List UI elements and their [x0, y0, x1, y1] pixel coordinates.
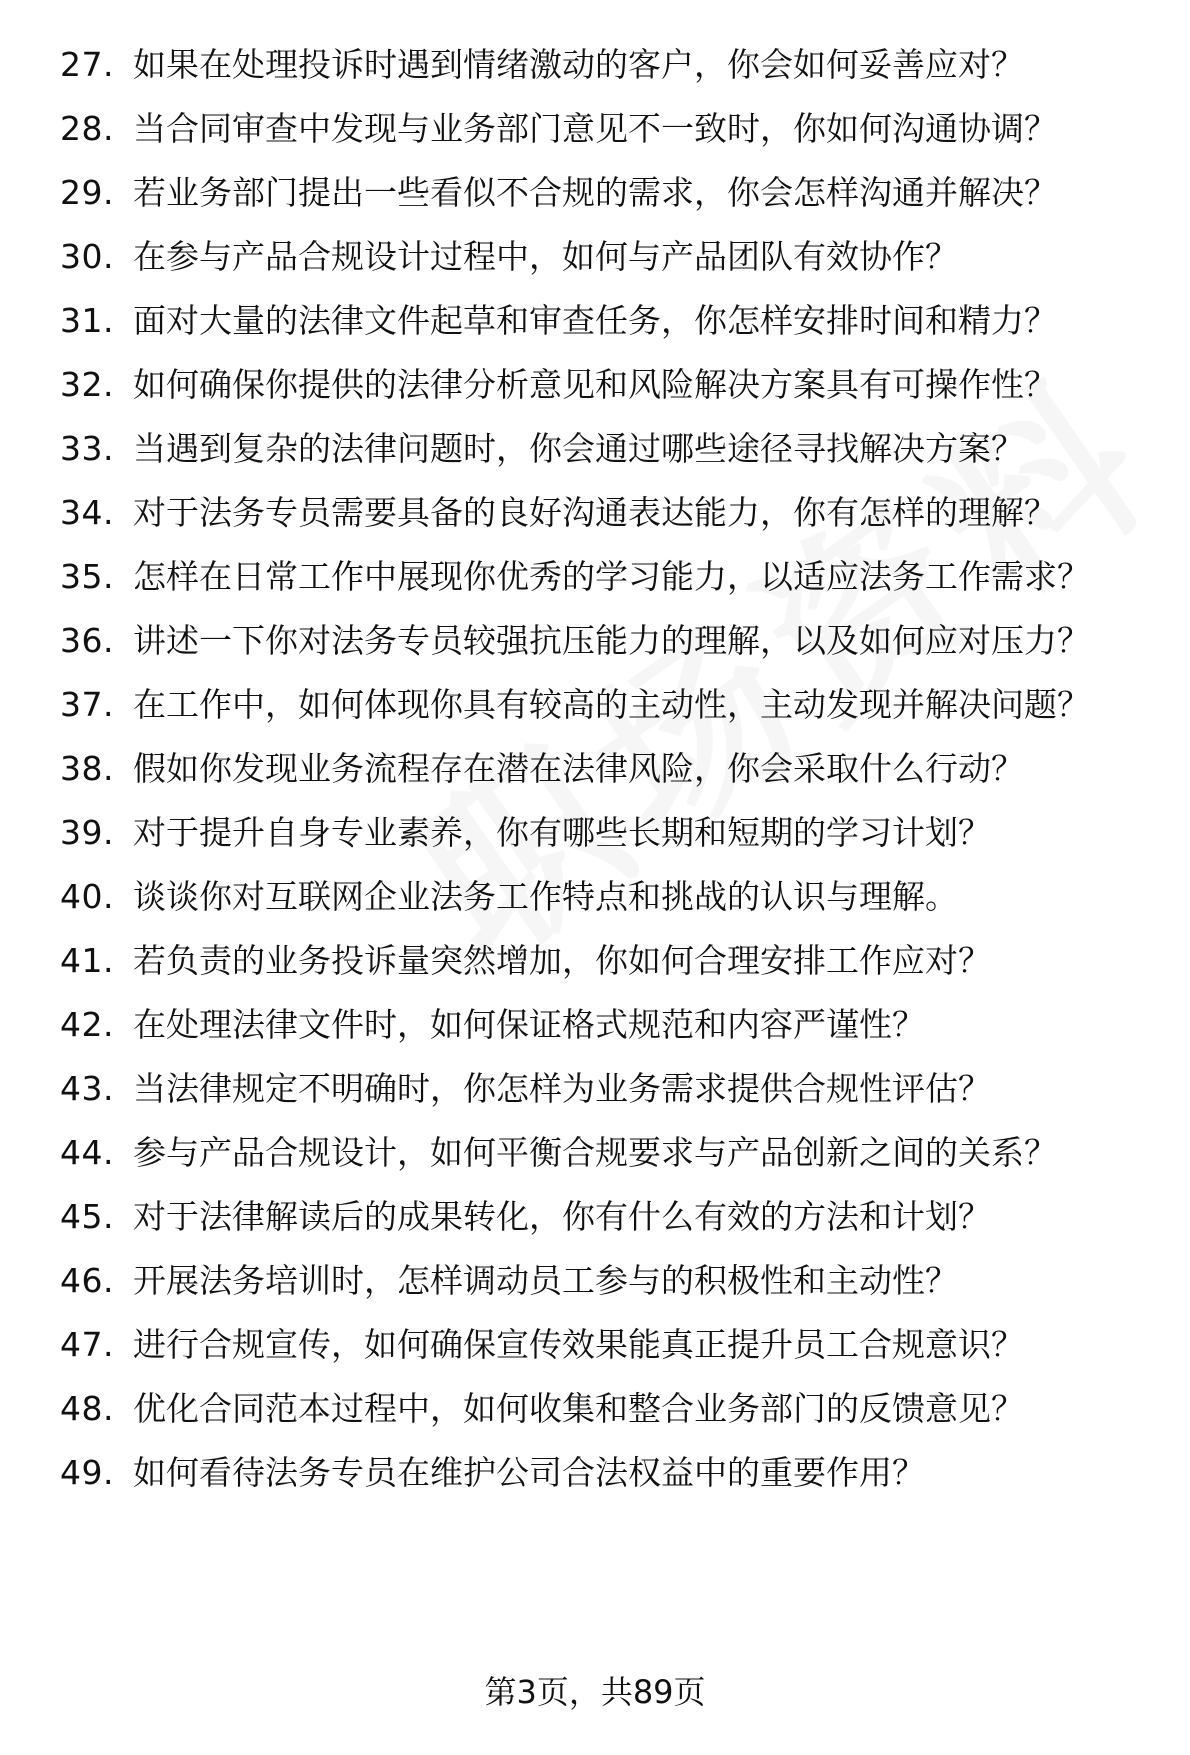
question-number: 28. — [60, 109, 114, 148]
question-number: 32. — [60, 365, 114, 404]
question-number: 49. — [60, 1453, 114, 1492]
list-item — [0, 1324, 1190, 1366]
question-text: 谈谈你对互联网企业法务工作特点和挑战的认识与理解。 — [133, 877, 958, 916]
list-item — [0, 1452, 1190, 1494]
question-text: 在参与产品合规设计过程中，如何与产品团队有效协作？ — [133, 237, 958, 276]
question-text: 对于提升自身专业素养，你有哪些长期和短期的学习计划？ — [133, 813, 991, 852]
list-item — [0, 1260, 1190, 1302]
question-number: 29. — [60, 173, 114, 212]
question-number: 45. — [60, 1197, 114, 1236]
question-text: 在工作中，如何体现你具有较高的主动性，主动发现并解决问题？ — [133, 685, 1090, 724]
question-text: 优化合同范本过程中，如何收集和整合业务部门的反馈意见？ — [133, 1389, 1024, 1428]
question-text: 当法律规定不明确时，你怎样为业务需求提供合规性评估？ — [133, 1069, 991, 1108]
question-list — [0, 44, 1190, 1494]
question-number: 40. — [60, 877, 114, 916]
question-number: 34. — [60, 493, 114, 532]
list-item — [0, 236, 1190, 278]
question-text: 如何看待法务专员在维护公司合法权益中的重要作用？ — [133, 1453, 925, 1492]
list-item — [0, 300, 1190, 342]
list-item — [0, 748, 1190, 790]
question-number: 37. — [60, 685, 114, 724]
question-text: 假如你发现业务流程存在潜在法律风险，你会采取什么行动？ — [133, 749, 1024, 788]
list-item — [0, 1196, 1190, 1238]
list-item — [0, 940, 1190, 982]
list-item — [0, 492, 1190, 534]
question-text: 若负责的业务投诉量突然增加，你如何合理安排工作应对？ — [133, 941, 991, 980]
question-text: 当遇到复杂的法律问题时，你会通过哪些途径寻找解决方案？ — [133, 429, 1024, 468]
question-number: 42. — [60, 1005, 114, 1044]
question-number: 41. — [60, 941, 114, 980]
list-item — [0, 876, 1190, 918]
list-item — [0, 1388, 1190, 1430]
question-number: 44. — [60, 1133, 114, 1172]
question-number: 43. — [60, 1069, 114, 1108]
question-number: 39. — [60, 813, 114, 852]
question-number: 38. — [60, 749, 114, 788]
list-item — [0, 620, 1190, 662]
question-number: 31. — [60, 301, 114, 340]
question-number: 47. — [60, 1325, 114, 1364]
question-text: 若业务部门提出一些看似不合规的需求，你会怎样沟通并解决？ — [133, 173, 1057, 212]
list-item — [0, 1004, 1190, 1046]
question-text: 怎样在日常工作中展现你优秀的学习能力，以适应法务工作需求？ — [133, 557, 1090, 596]
list-item — [0, 428, 1190, 470]
list-item — [0, 44, 1190, 86]
question-text: 当合同审查中发现与业务部门意见不一致时，你如何沟通协调？ — [133, 109, 1057, 148]
question-number: 48. — [60, 1389, 114, 1428]
question-text: 如何确保你提供的法律分析意见和风险解决方案具有可操作性？ — [133, 365, 1057, 404]
question-text: 进行合规宣传，如何确保宣传效果能真正提升员工合规意识？ — [133, 1325, 1024, 1364]
list-item — [0, 812, 1190, 854]
question-number: 27. — [60, 45, 114, 84]
question-text: 参与产品合规设计，如何平衡合规要求与产品创新之间的关系？ — [133, 1133, 1057, 1172]
list-item — [0, 1132, 1190, 1174]
list-item — [0, 108, 1190, 150]
question-text: 讲述一下你对法务专员较强抗压能力的理解，以及如何应对压力？ — [133, 621, 1090, 660]
list-item — [0, 172, 1190, 214]
page-footer: 第3页，共89页 — [484, 1673, 706, 1711]
list-item — [0, 1068, 1190, 1110]
question-text: 对于法务专员需要具备的良好沟通表达能力，你有怎样的理解？ — [133, 493, 1057, 532]
question-text: 面对大量的法律文件起草和审查任务，你怎样安排时间和精力？ — [133, 301, 1057, 340]
question-text: 如果在处理投诉时遇到情绪激动的客户，你会如何妥善应对？ — [133, 45, 1024, 84]
question-number: 33. — [60, 429, 114, 468]
question-number: 46. — [60, 1261, 114, 1300]
question-text: 对于法律解读后的成果转化，你有什么有效的方法和计划？ — [133, 1197, 991, 1236]
list-item — [0, 556, 1190, 598]
question-text: 开展法务培训时，怎样调动员工参与的积极性和主动性？ — [133, 1261, 958, 1300]
list-item — [0, 684, 1190, 726]
question-number: 36. — [60, 621, 114, 660]
question-number: 30. — [60, 237, 114, 276]
question-number: 35. — [60, 557, 114, 596]
list-item — [0, 364, 1190, 406]
question-text: 在处理法律文件时，如何保证格式规范和内容严谨性？ — [133, 1005, 925, 1044]
